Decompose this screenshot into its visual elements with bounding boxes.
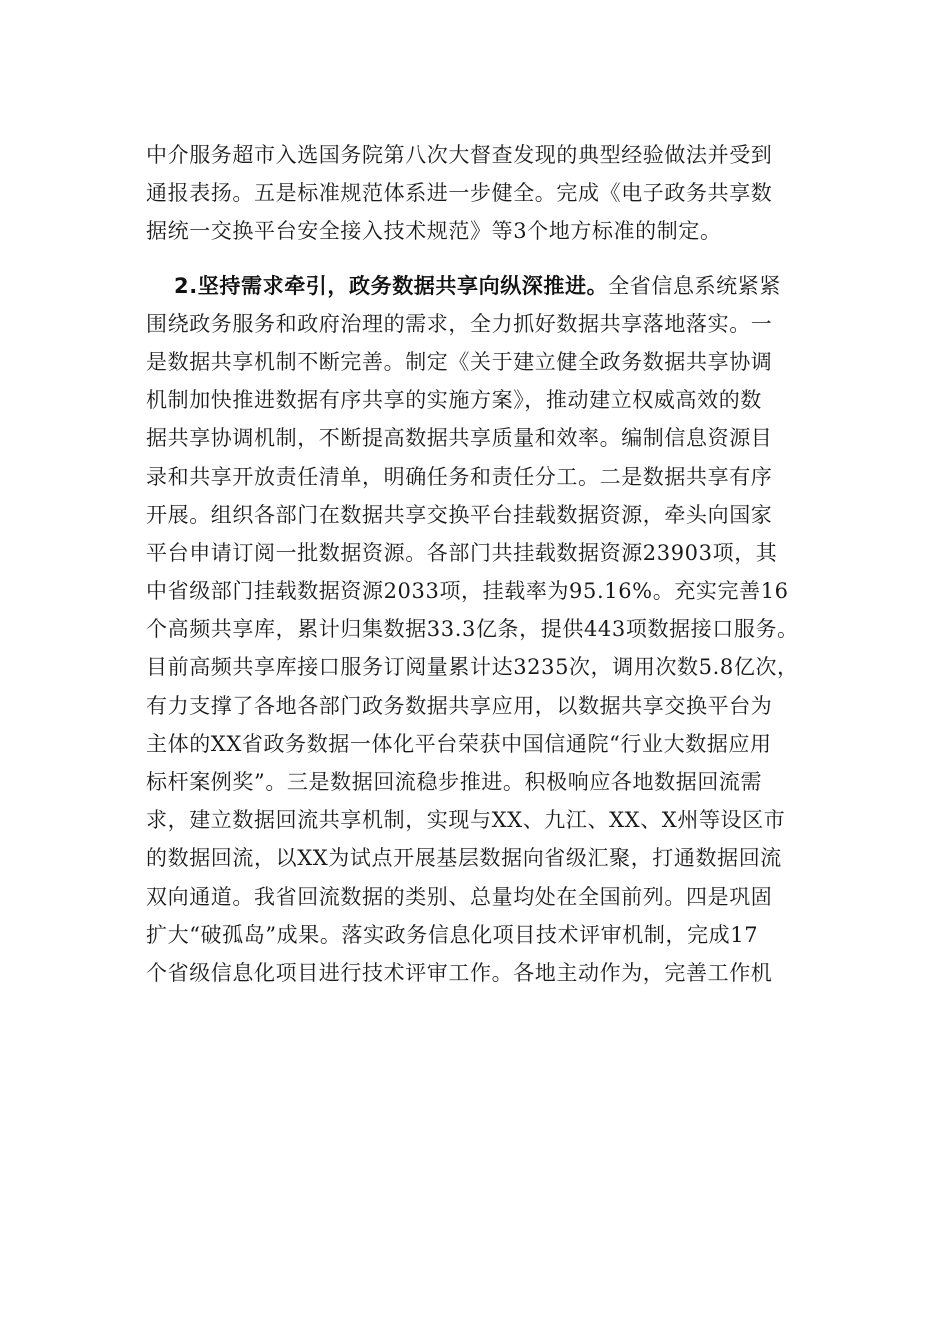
text-line: 中省级部门挂载数据资源2033项，挂载率为95.16%。充实完善16 [146, 579, 789, 604]
text-line: 据共享协调机制，不断提高数据共享质量和效率。编制信息资源目 [146, 426, 773, 451]
text-line: 中介服务超市入选国务院第八次大督查发现的典型经验做法并受到 [146, 143, 773, 167]
text-line: 平台申请订阅一批数据资源。各部门共挂载数据资源23903项，其 [146, 540, 778, 565]
text-line: 双向通道。我省回流数据的类别、总量均处在全国前列。四是巩固 [146, 884, 773, 909]
text-line: 扩大“破孤岛”成果。落实政务信息化项目技术评审机制，完成17 [146, 922, 759, 947]
text-line: 据统一交换平台安全接入技术规范》等3个地方标准的制定。 [146, 219, 722, 244]
text-line: 求，建立数据回流共享机制，实现与XX、九江、XX、X州等设区市 [146, 808, 786, 833]
section-heading: 2.坚持需求牵引，政务数据共享向纵深推进。 [174, 273, 609, 298]
text-line: 围绕政务服务和政府治理的需求，全力抓好数据共享落地落实。一 [146, 311, 773, 336]
section-heading-line [146, 267, 826, 305]
text-line: 个高频共享库，累计归集数据33.3亿条，提供443项数据接口服务。 [146, 617, 799, 642]
text-line: 通报表扬。五是标准规范体系进一步健全。完成《电子政务共享数 [146, 181, 773, 206]
text-line: 目前高频共享库接口服务订阅量累计达3235次，调用次数5.8亿次， [146, 655, 799, 680]
text-line: 开展。组织各部门在数据共享交换平台挂载数据资源，牵头向国家 [146, 502, 773, 527]
text-line: 主体的XX省政务数据一体化平台荣获中国信通院“行业大数据应用 [146, 731, 772, 756]
text-line: 标杆案例奖”。三是数据回流稳步推进。积极响应各地数据回流需 [146, 770, 763, 794]
heading-line-text: 全省信息系统紧紧 [608, 273, 781, 298]
text-line: 录和共享开放责任清单，明确任务和责任分工。二是数据共享有序 [146, 464, 773, 489]
document-body [146, 136, 826, 992]
text-line: 有力支撑了各地各部门政务数据共享应用，以数据共享交换平台为 [146, 693, 773, 718]
text-line: 机制加快推进数据有序共享的实施方案》，推动建立权威高效的数 [146, 388, 762, 413]
text-line: 个省级信息化项目进行技术评审工作。各地主动作为，完善工作机 [146, 960, 773, 985]
paragraph-gap [146, 251, 826, 267]
text-line: 是数据共享机制不断完善。制定《关于建立健全政务数据共享协调 [146, 349, 773, 374]
text-line: 的数据回流，以XX为试点开展基层数据向省级汇聚，打通数据回流 [146, 846, 782, 871]
